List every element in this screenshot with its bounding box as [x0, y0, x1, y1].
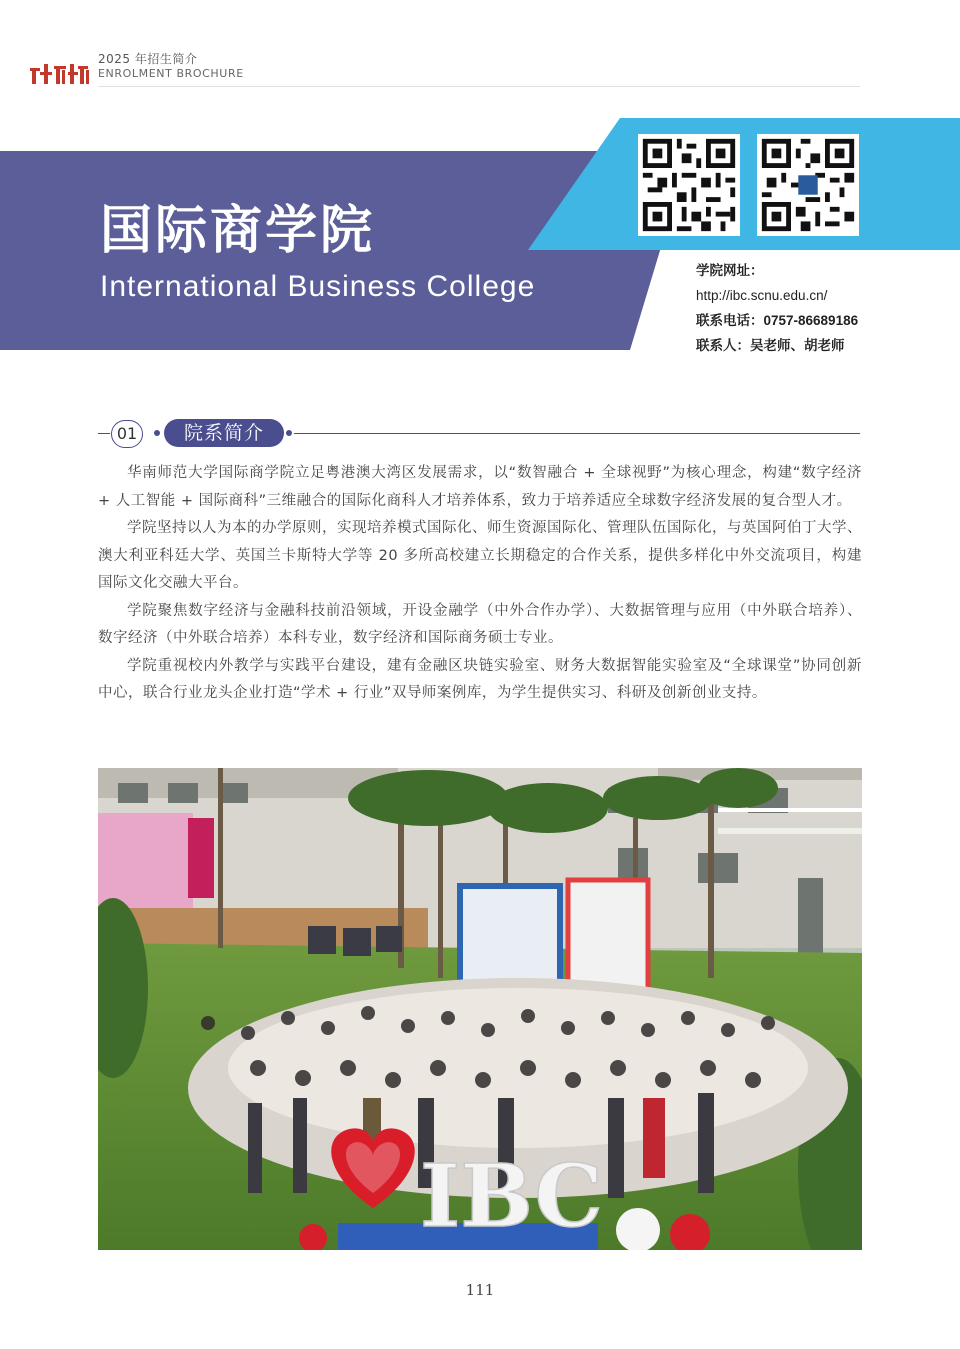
brochure-year: 2025 年招生简介 [98, 52, 198, 66]
intro-paragraph: 学院重视校内外教学与实践平台建设，建有金融区块链实验室、财务大数据智能实验室及“全球课堂”协同创新中心，联合行业龙头企业打造“学术 + 行业”双导师案例库，为学生提供实习、科研及创新创业支持。 [98, 657, 862, 701]
brochure-subtitle: ENROLMENT BROCHURE [98, 67, 244, 80]
website-link[interactable]: http://ibc.scnu.edu.cn/ [696, 288, 828, 303]
section-dot [286, 430, 292, 436]
college-title-cn: 国际商学院 [100, 200, 376, 261]
section-dot [154, 430, 160, 436]
section-title: 院系简介 [164, 419, 284, 447]
section-line-left [98, 433, 110, 434]
header-divider [98, 86, 860, 87]
page-number: 111 [465, 1281, 495, 1299]
qr-code-icon [757, 134, 859, 236]
website-label: 学院网址： [696, 263, 764, 278]
intro-text [98, 460, 862, 708]
contact-person: 联系人：吴老师、胡老师 [696, 338, 845, 353]
phone-text: 联系电话：0757-86689186 [696, 313, 859, 328]
section-number: 01 [111, 420, 143, 448]
scnu-logo-icon [30, 62, 90, 86]
ibc-sign [331, 1128, 603, 1250]
ibc-letters: IBC [420, 1146, 603, 1247]
section-heading [98, 418, 860, 448]
college-title-en: International Business College [100, 270, 536, 303]
intro-paragraph: 学院坚持以人为本的办学原则，实现培养模式国际化、师生资源国际化、管理队伍国际化，与英国阿伯丁大学、澳大利亚科廷大学、英国兰卡斯特大学等 20 多所高校建立长期稳定的合作关系，提供多样化中外交流项目，构建国际文化交融大平台。 [98, 520, 862, 591]
contact-info [696, 258, 858, 358]
intro-paragraph: 华南师范大学国际商学院立足粤港澳大湾区发展需求，以“数智融合 + 全球视野”为核心理念，构建“数字经济 + 人工智能 + 国际商科”三维融合的国际化商科人才培养体系，致力于培养适应全球数字经济发展的复合型人才。 [98, 465, 862, 509]
qr-code-icon [638, 134, 740, 236]
intro-paragraph: 学院聚焦数字经济与金融科技前沿领域，开设金融学（中外合作办学）、大数据管理与应用（中外联合培养）、数字经济（中外联合培养）本科专业，数字经济和国际商务硕士专业。 [98, 602, 862, 646]
section-line-right [294, 433, 860, 434]
group-photo [98, 768, 862, 1250]
